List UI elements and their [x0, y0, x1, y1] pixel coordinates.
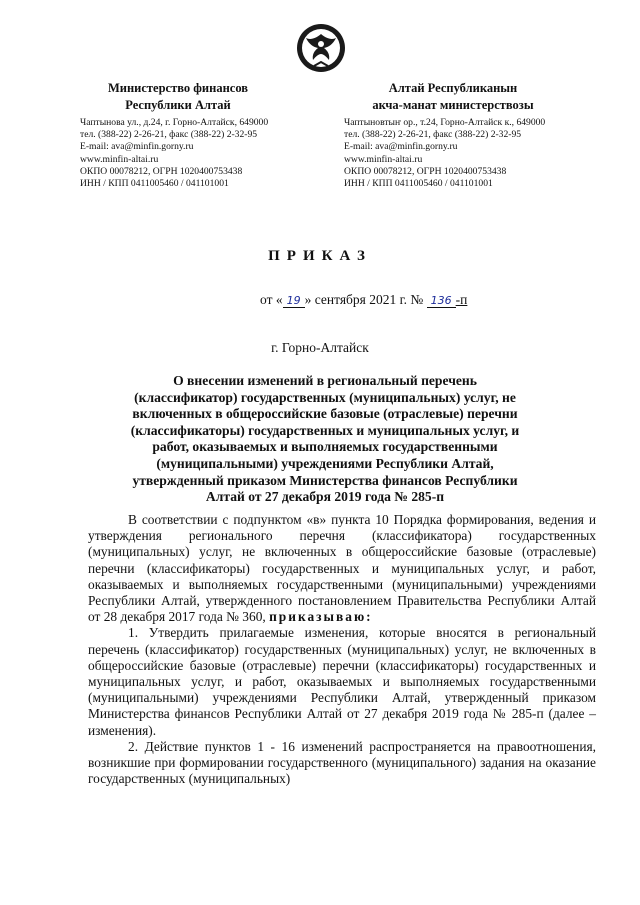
left-inn-kpp: ИНН / КПП 0411005460 / 041101001: [80, 178, 229, 190]
body-paragraph: [88, 512, 596, 625]
right-organization-name: [343, 80, 563, 114]
right-contact-block: [344, 117, 545, 190]
left-phone: тел. (388-22) 2-26-21, факс (388-22) 2-32-95: [80, 129, 258, 141]
left-address: Чаптынова ул., д.24, г. Горно-Алтайск, 649000: [80, 117, 269, 128]
left-org-line: Республики Алтай: [125, 98, 231, 112]
right-address: Чаптыновтыҥ ор., т.24, Горно-Алтайск к., 649000: [344, 117, 546, 128]
order-number-suffix: -п: [455, 292, 468, 307]
right-org-line: акча-манат министерствозы: [372, 98, 534, 112]
date-prefix: от «: [260, 292, 283, 307]
city-line: г. Горно-Алтайск: [271, 340, 369, 355]
right-org-line: Алтай Республиканын: [388, 81, 518, 95]
left-organization-name: [78, 80, 278, 114]
body-paragraph: 1. Утвердить прилагаемые изменения, которые вносятся в региональный перечень (классификатор) государственных (муниципальных) услуг, не включенных в общероссийские базовые (отраслевые) перечни (классификаторы) государственных и муниципальных услуг, и работ, оказываемых и выполняемых государственными (муниципальными) учреждениями Республики Алтай, утвержденный приказом Министерства финансов Республики Алтай от 27 декабря 2019 года № 285-п (далее – изменения).: [88, 625, 596, 738]
left-email: E-mail: ava@minfin.gorny.ru: [80, 141, 194, 153]
handwritten-order-number: 136: [427, 294, 456, 308]
handwritten-day: 19: [283, 294, 305, 308]
order-heading: О внесении изменений в региональный перечень (классификатор) государственных (муниципальных) услуг, не включенных в общероссийские базовые (отраслевые) перечни (классификаторы) государственных и муниципальных услуг, и работ, оказываемых и выполняемых государственными (муниципальными) учреждениями Республики Алтай, утвержденный приказом Министерства финансов Республики Алтай от 27 декабря 2019 года № 285-п: [130, 373, 520, 505]
right-email: E-mail: ava@minfin.gorny.ru: [344, 141, 458, 153]
body-paragraph: 2. Действие пунктов 1 - 16 изменений распространяется на правоотношения, возникшие при формировании государственного (муниципального) задания на оказание государственных (муниципальных): [88, 738, 596, 787]
order-body: [88, 512, 596, 787]
order-word: приказываю:: [269, 609, 373, 625]
left-website: www.minfin-altai.ru: [80, 153, 159, 165]
altai-republic-emblem-icon: [296, 20, 346, 76]
right-phone: тел. (388-22) 2-26-21, факс (388-22) 2-32-95: [344, 129, 522, 141]
left-okpo-ogrn: ОКПО 00078212, ОГРН 1020400753438: [80, 165, 243, 177]
order-date-number-line: [260, 292, 467, 308]
right-okpo-ogrn: ОКПО 00078212, ОГРН 1020400753438: [344, 165, 507, 177]
right-website: www.minfin-altai.ru: [344, 153, 423, 165]
paragraph-text: В соответствии с подпунктом «в» пункта 10 Порядка формирования, ведения и утверждения регионального перечня (классификатора) государственных (муниципальных) услуг, не включенных в общероссийские базовые (отраслевые) перечни (классификаторы) государственных и муниципальных услуг, и работ, оказываемых и выполняемых государственными (муниципальными) учреждениями Республики Алтай, утвержденного постановлением Правительства Республики Алтай от 28 декабря 2017 года № 360,: [88, 512, 596, 625]
right-inn-kpp: ИНН / КПП 0411005460 / 041101001: [344, 178, 493, 190]
date-middle: » сентября 2021 г. №: [304, 292, 424, 307]
document-title: ПРИКАЗ: [268, 248, 372, 264]
left-contact-block: [80, 117, 268, 190]
left-org-line: Министерство финансов: [107, 81, 249, 95]
